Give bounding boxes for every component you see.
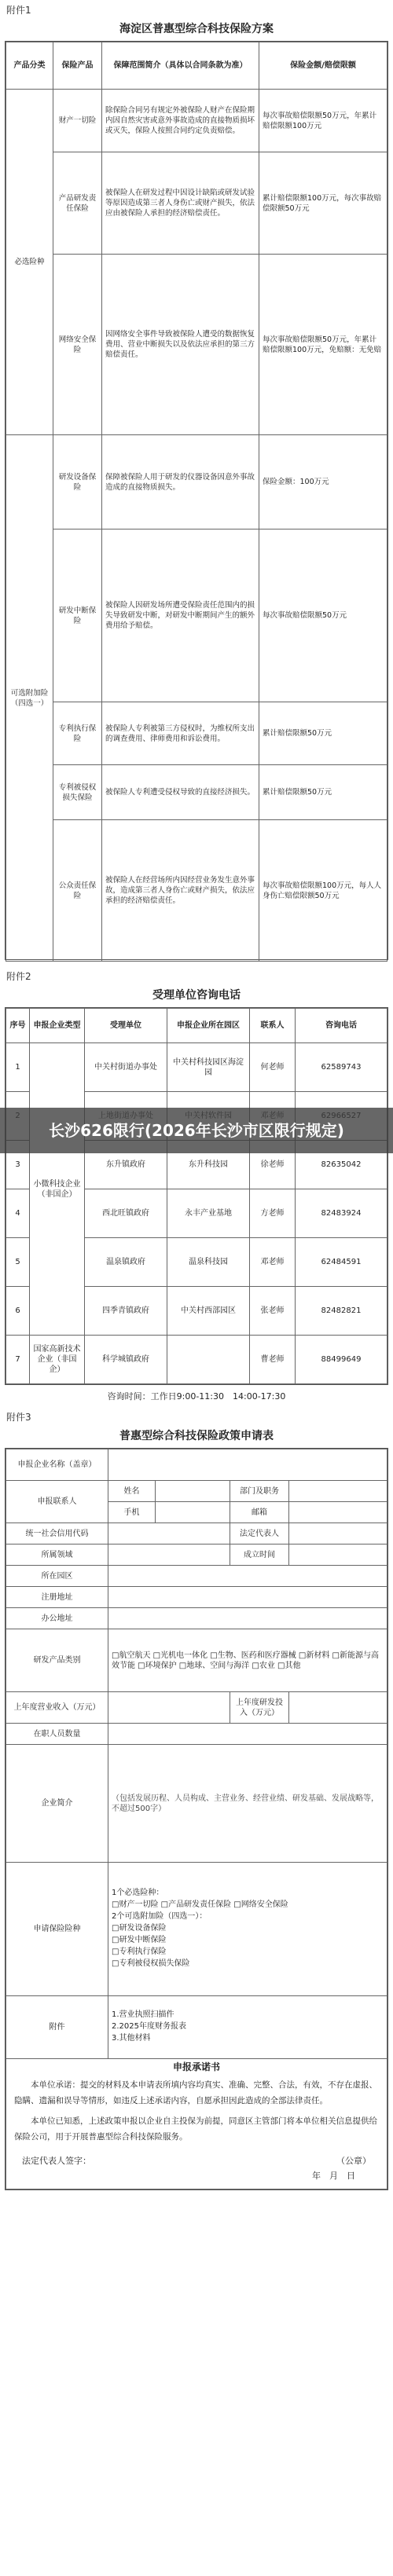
product-cell: 专利执行保险 [53, 702, 102, 765]
dept-field[interactable] [289, 1481, 387, 1502]
option-line[interactable]: □研发中断保险 [112, 1936, 167, 1944]
product-cell: 公众责任保险 [53, 820, 102, 962]
col-header-park: 申报企业所在园区 [167, 1009, 250, 1043]
unit-cell: 中关村街道办事处 [85, 1043, 167, 1092]
label-email: 邮箱 [230, 1502, 289, 1523]
table-3-frame [5, 1448, 388, 2190]
doc-title-2: 受理单位咨询电话 [152, 989, 241, 1002]
overlay-banner[interactable] [0, 1108, 393, 1153]
attachment-line: 1.营业执照扫描件 [112, 2010, 174, 2019]
col-header-phone: 咨询电话 [296, 1009, 387, 1043]
product-cell: 财产一切险 [53, 90, 102, 152]
label-park: 所在园区 [6, 1566, 108, 1587]
attachments-field [108, 1996, 387, 2059]
label-credit-code: 统一社会信用代码 [6, 1523, 108, 1545]
promise-cell [6, 2059, 387, 2189]
col-header-unit: 受理单位 [85, 1009, 167, 1043]
scope-cell: 被保险人在研发过程中因设计缺陷或研发试验等原因造成第三者人身伤亡或财产损失，依法应由被保险人承担的经济赔偿责任。 [102, 152, 259, 255]
type-cell: 国家高新技术企业（非国企） [30, 1336, 85, 1384]
limit-cell: 累计赔偿限额50万元 [259, 702, 387, 765]
unit-cell: 科学城镇政府 [85, 1336, 167, 1384]
product-cell: 研发设备保险 [53, 435, 102, 529]
email-field[interactable] [289, 1502, 387, 1523]
label-mobile: 手机 [108, 1502, 156, 1523]
product-cell: 产品研发责任保险 [53, 152, 102, 255]
date-label: 年 月 日 [312, 2171, 355, 2181]
sign-row [6, 2149, 387, 2169]
table-row [6, 1043, 387, 1092]
seal-label: （公章） [336, 2156, 371, 2166]
attachment-line: 2.2025年度财务报表 [112, 2022, 186, 2031]
scope-cell: 被保险人因研发场所遭受保险责任范围内的损失导致研发中断，对研发中断期间产生的额外费用给予赔偿。 [102, 529, 259, 702]
contact-cell: 邓老师 [250, 1238, 296, 1287]
scope-cell: 除保险合同另有规定外被保险人财产在保险期内因自然灾害或意外事故造成的直接物质损坏或灭失，保险人按照合同约定负责赔偿。 [102, 90, 259, 152]
phone-cell: 82635042 [296, 1141, 387, 1189]
option-line: 2个可选附加险（四选一）： [112, 1912, 208, 1921]
promise-text-2: 本单位已知悉，上述政策申报以企业自主投保为前提，同意区主管部门将本单位相关信息提供给保险公司，用于开展普惠型综合科技保险服务。 [14, 2116, 377, 2142]
limit-cell: 每次事故赔偿限额50万元 [259, 529, 387, 702]
table-row [6, 702, 387, 765]
park-cell: 东升科技园 [167, 1141, 250, 1189]
credit-code-field[interactable] [108, 1523, 230, 1545]
established-field[interactable] [289, 1545, 387, 1566]
contact-cell: 何老师 [250, 1043, 296, 1092]
no-cell: 7 [6, 1336, 30, 1384]
label-staff: 在职人员数量 [6, 1724, 108, 1745]
name-field[interactable] [156, 1481, 230, 1502]
limit-cell: 每次事故赔偿限额50万元，年累计赔偿限额100万元 [259, 90, 387, 152]
phone-cell: 62484591 [296, 1238, 387, 1287]
table-row [6, 529, 387, 702]
industry-field[interactable] [108, 1545, 230, 1566]
company-name-field[interactable] [108, 1449, 387, 1481]
col-header-category: 产品分类 [6, 42, 53, 90]
label-product-type: 研发产品类别 [6, 1629, 108, 1692]
product-cell: 专利被侵权损失保险 [53, 765, 102, 820]
scope-cell: 被保险人在经营场所内因经营业务发生意外事故，造成第三者人身伤亡或财产损失，依法应承担的经济赔偿责任。 [102, 820, 259, 962]
consult-time: 咨询时间：工作日9:00-11:30 14:00-17:30 [107, 1391, 286, 1402]
scope-cell: 被保险人专利遭受侵权导致的直接经济损失。 [102, 765, 259, 820]
col-header-no: 序号 [6, 1009, 30, 1043]
type-cell: 小微科技企业（非国企） [30, 1043, 85, 1336]
last-rd-field[interactable] [289, 1692, 387, 1724]
label-name: 姓名 [108, 1481, 156, 1502]
contact-cell: 张老师 [250, 1287, 296, 1336]
table-2-frame [5, 1007, 388, 1385]
label-legal-rep: 法定代表人 [230, 1523, 289, 1545]
label-reg-addr: 注册地址 [6, 1587, 108, 1608]
scope-cell: 保障被保险人用于研发的仪器设备因意外事故造成的直接物质损失。 [102, 435, 259, 529]
promise-title: 申报承诺书 [172, 2061, 220, 2072]
no-cell: 5 [6, 1238, 30, 1287]
overlay-banner-text: 长沙626限行(2026年长沙市区限行规定) [49, 1121, 344, 1140]
label-profile: 企业简介 [6, 1745, 108, 1863]
attachment-label-2: 附件2 [6, 971, 31, 982]
unit-cell: 四季青镇政府 [85, 1287, 167, 1336]
consult-table [6, 1008, 387, 1384]
product-type-options[interactable]: □航空航天 □光机电一体化 □生物、医药和医疗器械 □新材料 □新能源与高效节能 □环境保护 □地球、空间与海洋 □农业 □其他 [108, 1629, 387, 1692]
attachment-line: 3.其他材料 [112, 2034, 151, 2043]
product-cell: 网络安全保险 [53, 255, 102, 435]
label-options: 申请保险险种 [6, 1863, 108, 1996]
product-cell: 研发中断保险 [53, 529, 102, 702]
park-cell [167, 1336, 250, 1384]
table-row [6, 1336, 387, 1384]
phone-cell: 62589743 [296, 1043, 387, 1092]
contact-cell: 徐老师 [250, 1141, 296, 1189]
contact-cell: 曹老师 [250, 1336, 296, 1384]
table-1-frame [5, 41, 388, 960]
col-header-product: 保险产品 [53, 42, 102, 90]
col-header-limit: 保险金额/赔偿限额 [259, 42, 387, 90]
table-row [6, 255, 387, 435]
col-header-contact: 联系人 [250, 1009, 296, 1043]
label-last-rd: 上年度研发投入（万元） [230, 1692, 289, 1724]
limit-cell: 累计赔偿限额100万元，每次事故赔偿限额50万元 [259, 152, 387, 255]
label-contact: 申报联系人 [6, 1481, 108, 1523]
limit-cell: 每次事故赔偿限额100万元，每人人身伤亡赔偿限额50万元 [259, 820, 387, 962]
option-line[interactable]: □专利执行保险 [112, 1948, 167, 1956]
unit-cell: 温泉镇政府 [85, 1238, 167, 1287]
limit-cell: 累计赔偿限额50万元 [259, 765, 387, 820]
park-field[interactable] [108, 1566, 387, 1587]
col-header-scope: 保障范围简介（具体以合同条款为准） [102, 42, 259, 90]
no-cell: 3 [6, 1141, 30, 1189]
phone-cell: 82482821 [296, 1287, 387, 1336]
option-line[interactable]: □财产一切险 □产品研发责任保险 □网络安全保险 [112, 1900, 288, 1909]
label-established: 成立时间 [230, 1545, 289, 1566]
contact-cell: 方老师 [250, 1189, 296, 1238]
label-industry: 所属领域 [6, 1545, 108, 1566]
no-cell: 4 [6, 1189, 30, 1238]
promise-text: 本单位承诺：提交的材料及本申请表所填内容均真实、准确、完整、合法，有效，不存在虚报、隐瞒、遗漏和误导等情形，如违反上述承诺内容，自愿承担因此造成的全部法律责任。 [14, 2080, 377, 2105]
label-dept: 部门及职务 [230, 1481, 289, 1502]
category-cell: 必选险种 [6, 90, 53, 435]
table-row [6, 152, 387, 255]
park-cell: 中关村科技园区海淀园 [167, 1043, 250, 1092]
limit-cell: 每次事故赔偿限额50万元，年累计赔偿限额100万元，免赔额：无免赔 [259, 255, 387, 435]
reg-addr-field[interactable] [108, 1587, 387, 1608]
table-row [6, 765, 387, 820]
office-addr-field[interactable] [108, 1608, 387, 1629]
legal-rep-field[interactable] [289, 1523, 387, 1545]
staff-field[interactable] [108, 1724, 387, 1745]
mobile-field[interactable] [156, 1502, 230, 1523]
doc-title-1: 海淀区普惠型综合科技保险方案 [119, 23, 274, 35]
option-line[interactable]: □专利被侵权损失保险 [112, 1959, 190, 1968]
label-last-revenue: 上年度营业收入（万元） [6, 1692, 108, 1724]
option-line[interactable]: □研发设备保险 [112, 1924, 167, 1933]
table-row [6, 820, 387, 962]
attachment-label-1: 附件1 [6, 5, 31, 16]
limit-cell: 保险金额：100万元 [259, 435, 387, 529]
phone-cell: 82483924 [296, 1189, 387, 1238]
options-field[interactable] [108, 1863, 387, 1996]
label-office-addr: 办公地址 [6, 1608, 108, 1629]
table-row [6, 90, 387, 152]
unit-cell: 东升镇政府 [85, 1141, 167, 1189]
sign-label: 法定代表人签字： [22, 2156, 91, 2166]
park-cell: 永丰产业基地 [167, 1189, 250, 1238]
application-table [6, 1449, 387, 2189]
no-cell: 6 [6, 1287, 30, 1336]
col-header-type: 申报企业类型 [30, 1009, 85, 1043]
option-line: 1个必选险种： [112, 1889, 164, 1897]
no-cell: 1 [6, 1043, 30, 1092]
attachment-label-3: 附件3 [6, 1412, 31, 1423]
scope-cell: 被保险人专利被第三方侵权时，为维权所支出的调查费用、律师费用和诉讼费用。 [102, 702, 259, 765]
park-cell: 温泉科技园 [167, 1238, 250, 1287]
unit-cell: 西北旺镇政府 [85, 1189, 167, 1238]
scope-cell: 因网络安全事件导致被保险人遭受的数据恢复费用、营业中断损失以及依法应承担的第三方赔偿责任。 [102, 255, 259, 435]
doc-title-3: 普惠型综合科技保险政策申请表 [119, 1430, 274, 1442]
last-revenue-field[interactable] [108, 1692, 230, 1724]
label-attachments: 附件 [6, 1996, 108, 2059]
profile-field[interactable]: （包括发展历程、人员构成、主营业务、经营业绩、研发基础、发展战略等，不超过500字） [108, 1745, 387, 1863]
insurance-plan-table [6, 42, 387, 962]
table-row [6, 435, 387, 529]
category-cell: 可选附加险（四选一） [6, 435, 53, 962]
phone-cell: 88499649 [296, 1336, 387, 1384]
label-company-name: 申报企业名称（盖章） [6, 1449, 108, 1481]
park-cell: 中关村西部园区 [167, 1287, 250, 1336]
